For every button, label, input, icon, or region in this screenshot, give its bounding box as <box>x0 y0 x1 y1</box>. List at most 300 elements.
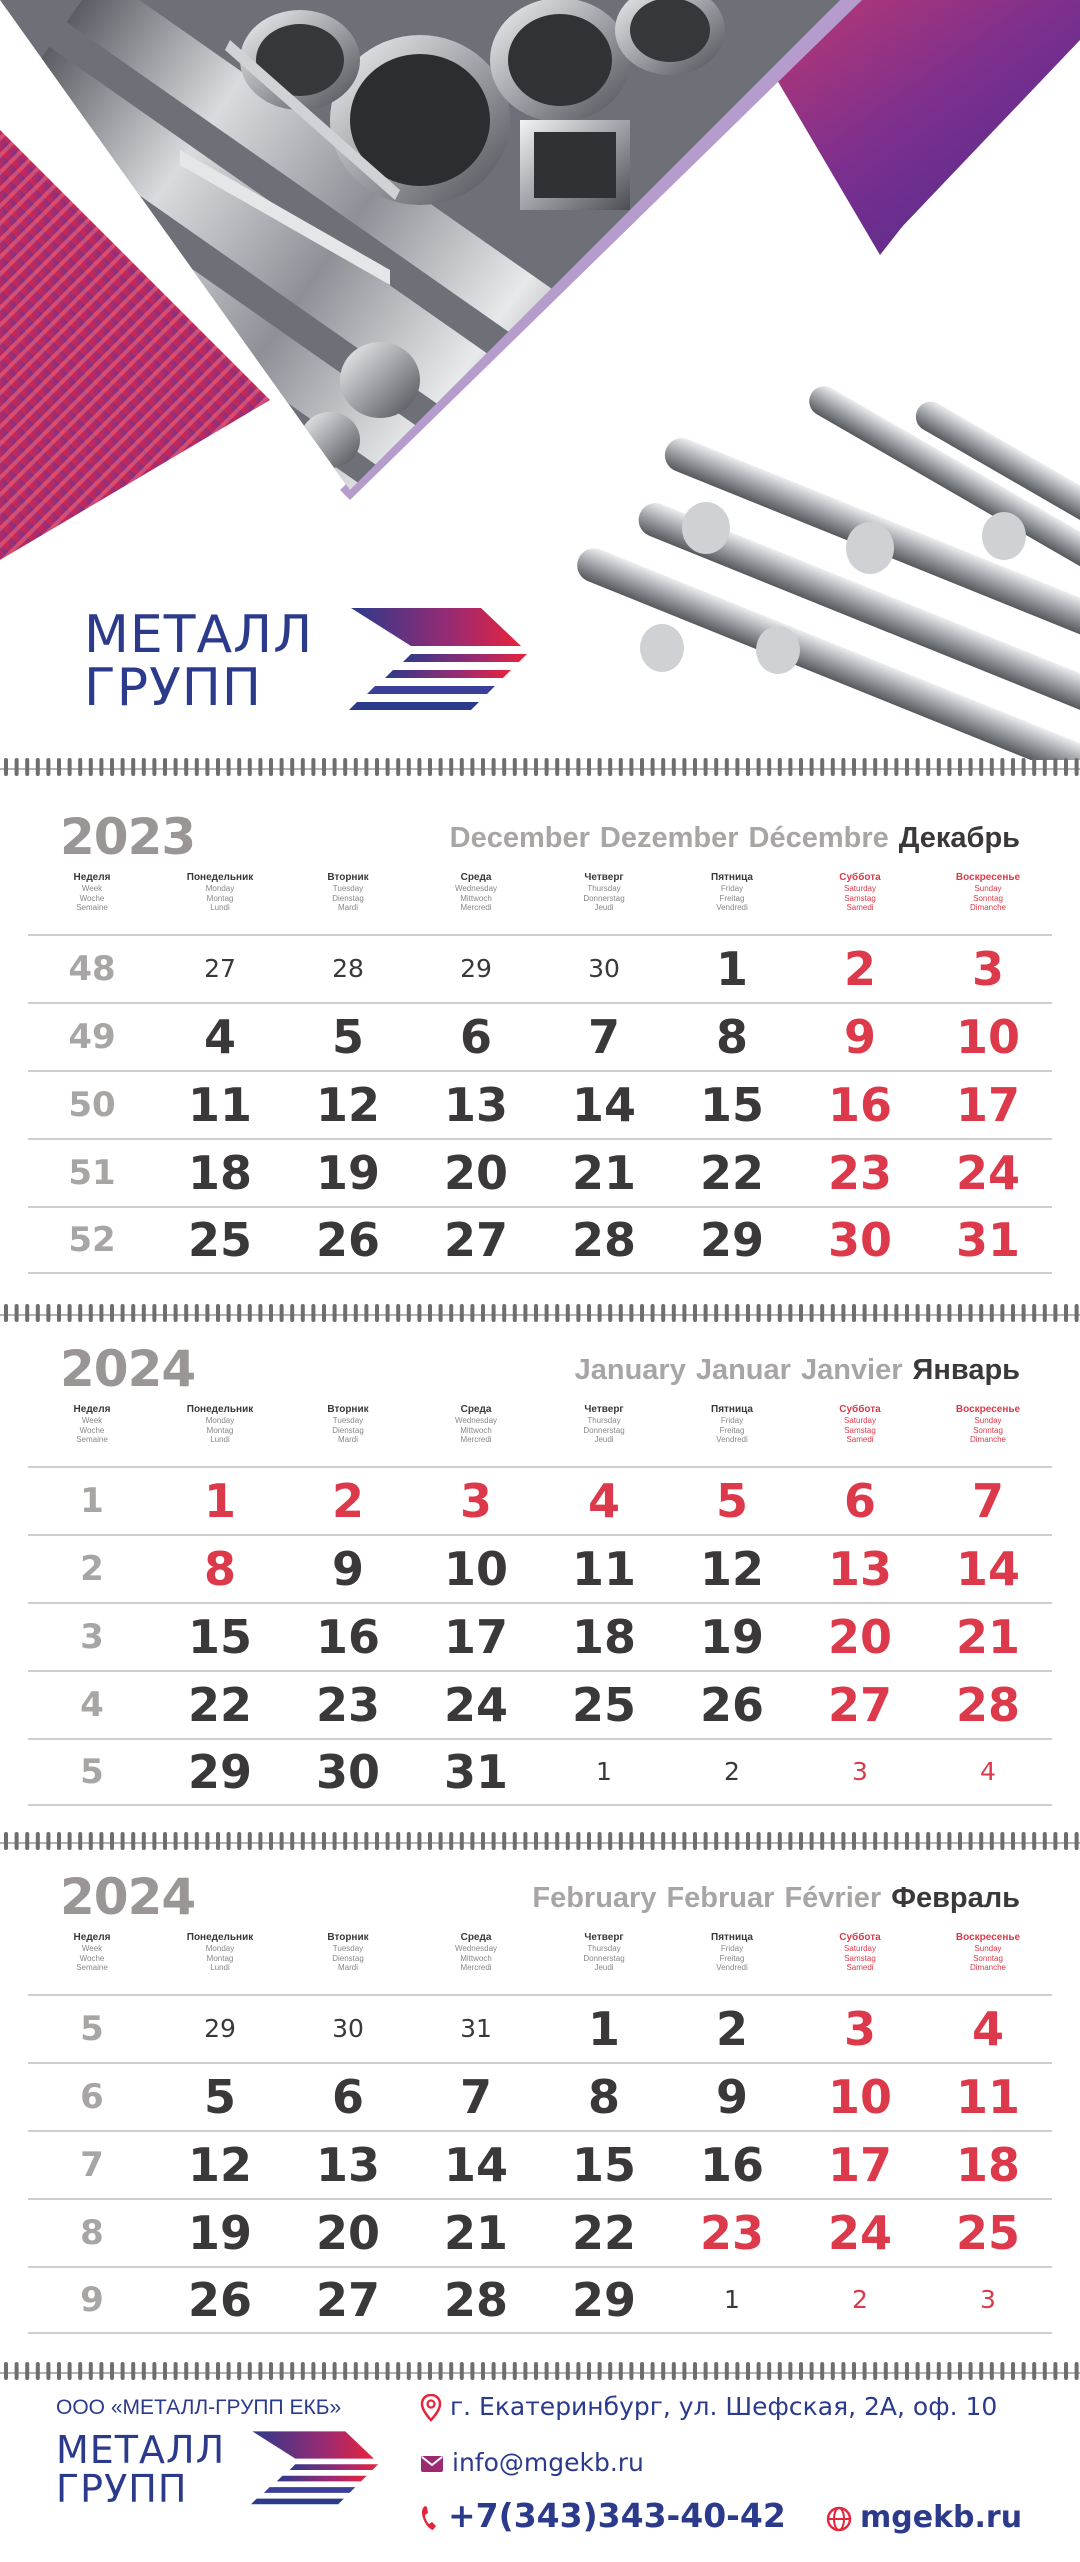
company-name: ООО «МЕТАЛЛ-ГРУПП ЕКБ» <box>56 2396 342 2419</box>
day-cell: 26 <box>187 2273 252 2327</box>
day-cell: 28 <box>332 954 364 983</box>
weekday-name-translation: Montag <box>206 893 234 903</box>
weekday-name-translation: Montag <box>206 1953 234 1963</box>
day-cell: 10 <box>443 1542 508 1596</box>
week-row <box>28 1138 1052 1206</box>
weekday-name-translation: Sunday <box>974 1416 1002 1425</box>
weekday-header <box>284 1404 412 1462</box>
week-row <box>28 1670 1052 1738</box>
weekday-name-translation: Saturday <box>843 884 877 893</box>
day-cell: 28 <box>571 1213 636 1267</box>
month-name-ru: Декабрь <box>898 822 1020 854</box>
week-number: 8 <box>80 2213 104 2253</box>
weekday-name-translation: Wednesday <box>454 1416 498 1425</box>
day-cell: 3 <box>843 2002 876 2056</box>
day-cell: 5 <box>715 1474 748 1528</box>
day-cell: 11 <box>955 2070 1020 2124</box>
day-cell: 13 <box>443 1078 508 1132</box>
logo-arrow-icon <box>321 608 531 716</box>
week-row <box>28 1206 1052 1274</box>
day-cell: 27 <box>204 954 236 983</box>
weekday-name-translation: Dienstag <box>332 1953 364 1963</box>
weekday-header <box>412 872 540 930</box>
weekday-header <box>668 872 796 930</box>
year-label: 2023 <box>60 808 196 866</box>
day-cell: 26 <box>315 1213 380 1267</box>
weekday-name-translation: Mardi <box>337 1435 358 1444</box>
weekday-name-translation: Mardi <box>337 903 358 912</box>
weekday-header <box>924 1932 1052 1990</box>
weekday-name-translation: Woche <box>79 893 105 903</box>
weekday-name-translation: Jeudi <box>594 1435 614 1444</box>
day-cell: 12 <box>187 2138 252 2192</box>
day-cell: 2 <box>331 1474 364 1528</box>
day-cell: 15 <box>571 2138 636 2192</box>
weekday-name-translation: Donnerstag <box>583 1953 625 1963</box>
weekday-name-ru: Воскресенье <box>955 872 1021 883</box>
day-cell: 29 <box>204 2014 236 2043</box>
weekday-header <box>284 1932 412 1990</box>
weekday-name-ru: Среда <box>460 1932 492 1943</box>
weekday-name-translation: Mardi <box>337 1963 358 1972</box>
month-names <box>575 1354 1020 1387</box>
week-row <box>28 1534 1052 1602</box>
weekday-name-ru: Воскресенье <box>955 1932 1021 1943</box>
day-cell: 12 <box>315 1078 380 1132</box>
day-cell: 10 <box>955 1010 1020 1064</box>
day-cell: 28 <box>955 1678 1020 1732</box>
day-cell: 30 <box>588 954 620 983</box>
logo-line-1: МЕТАЛЛ <box>84 604 314 665</box>
year-label: 2024 <box>60 1868 196 1926</box>
weekday-name-translation: Friday <box>720 884 744 893</box>
logo-line-2: ГРУПП <box>84 658 262 718</box>
weekday-name-translation: Wednesday <box>454 884 498 893</box>
week-row <box>28 934 1052 1002</box>
day-cell: 18 <box>187 1146 252 1200</box>
footer <box>0 2380 1080 2562</box>
weekday-header <box>924 872 1052 930</box>
month-name-ru: Январь <box>912 1354 1020 1386</box>
day-cell: 31 <box>443 1745 508 1799</box>
weekday-name-translation: Samedi <box>846 1963 874 1972</box>
calendar-grid <box>28 934 1052 1274</box>
weekday-name-translation: Thursday <box>587 884 621 893</box>
week-number: 50 <box>68 1085 116 1125</box>
weekday-name-translation: Monday <box>205 884 235 893</box>
week-row <box>28 1602 1052 1670</box>
weekday-name-translation: Donnerstag <box>583 893 625 903</box>
day-cell: 14 <box>443 2138 508 2192</box>
weekday-header <box>156 872 284 930</box>
weekday-name-translation: Donnerstag <box>583 1425 625 1435</box>
month-names <box>532 1882 1020 1915</box>
day-cell: 8 <box>715 1010 748 1064</box>
day-cell: 20 <box>443 1146 508 1200</box>
week-number: 9 <box>80 2280 104 2320</box>
day-cell: 9 <box>715 2070 748 2124</box>
weekday-name-translation: Samstag <box>844 1953 876 1963</box>
week-row <box>28 2062 1052 2130</box>
weekday-header <box>668 1404 796 1462</box>
day-cell: 25 <box>571 1678 636 1732</box>
day-cell: 3 <box>980 2285 996 2314</box>
month-name-foreign: Janvier <box>800 1354 903 1386</box>
month-name-foreign: Februar <box>666 1882 775 1914</box>
week-row <box>28 2266 1052 2334</box>
day-cell: 14 <box>955 1542 1020 1596</box>
day-cell: 29 <box>699 1213 764 1267</box>
weekday-name-translation: Samedi <box>846 903 874 912</box>
day-cell: 31 <box>955 1213 1020 1267</box>
day-cell: 28 <box>443 2273 508 2327</box>
weekday-header <box>28 872 156 930</box>
weekday-name-translation: Lundi <box>210 1963 230 1972</box>
day-cell: 27 <box>827 1678 892 1732</box>
weekday-name-translation: Vendredi <box>716 903 748 912</box>
week-number: 6 <box>80 2077 104 2117</box>
day-cell: 8 <box>587 2070 620 2124</box>
weekday-header <box>668 1932 796 1990</box>
day-cell: 16 <box>827 1078 892 1132</box>
weekday-name-ru: Среда <box>460 1404 492 1415</box>
weekday-name-translation: Friday <box>720 1944 744 1953</box>
weekday-name-ru: Пятница <box>711 872 753 883</box>
website[interactable] <box>826 2500 1022 2535</box>
weekday-name-translation: Week <box>81 1416 103 1425</box>
day-cell: 30 <box>315 1745 380 1799</box>
day-cell: 7 <box>587 1010 620 1064</box>
weekday-name-translation: Wednesday <box>454 1944 498 1953</box>
day-cell: 22 <box>187 1678 252 1732</box>
footer-logo <box>56 2430 381 2510</box>
weekday-name-translation: Week <box>81 1944 103 1953</box>
weekday-name-ru: Среда <box>460 872 492 883</box>
weekday-header <box>156 1932 284 1990</box>
day-cell: 1 <box>203 1474 236 1528</box>
day-cell: 30 <box>332 2014 364 2043</box>
weekday-name-translation: Sonntag <box>973 1953 1003 1963</box>
day-cell: 23 <box>827 1146 892 1200</box>
day-cell: 19 <box>187 2206 252 2260</box>
day-cell: 4 <box>980 1757 996 1786</box>
weekday-name-translation: Dienstag <box>332 893 364 903</box>
weekday-name-translation: Freitag <box>719 893 745 903</box>
weekday-name-translation: Woche <box>79 1953 105 1963</box>
weekday-name-translation: Saturday <box>843 1416 877 1425</box>
spiral-binding <box>0 2360 1080 2382</box>
weekday-name-translation: Tuesday <box>332 884 364 893</box>
weekday-header <box>796 1404 924 1462</box>
weekday-name-translation: Dimanche <box>969 1963 1006 1972</box>
weekday-name-ru: Пятница <box>711 1932 753 1943</box>
day-cell: 29 <box>460 954 492 983</box>
month-name-foreign: Januar <box>695 1354 791 1386</box>
week-number: 5 <box>80 1752 104 1792</box>
day-cell: 13 <box>827 1542 892 1596</box>
day-cell: 2 <box>715 2002 748 2056</box>
week-number: 1 <box>80 1481 104 1521</box>
weekday-name-translation: Lundi <box>210 903 230 912</box>
day-cell: 2 <box>843 942 876 996</box>
week-number: 5 <box>80 2009 104 2049</box>
day-cell: 23 <box>699 2206 764 2260</box>
weekday-name-translation: Mercredi <box>460 1963 492 1972</box>
weekday-name-translation: Dimanche <box>969 903 1006 912</box>
weekday-header <box>540 1404 668 1462</box>
weekday-name-translation: Freitag <box>719 1953 745 1963</box>
day-cell: 30 <box>827 1213 892 1267</box>
phone-icon <box>420 2504 440 2532</box>
day-cell: 7 <box>971 1474 1004 1528</box>
weekday-name-ru: Вторник <box>327 872 369 883</box>
weekday-name-ru: Четверг <box>584 1404 624 1415</box>
phone[interactable] <box>420 2496 786 2535</box>
month-names <box>450 822 1020 855</box>
weekday-name-translation: Samedi <box>846 1435 874 1444</box>
day-cell: 8 <box>203 1542 236 1596</box>
day-cell: 9 <box>843 1010 876 1064</box>
day-cell: 19 <box>315 1146 380 1200</box>
spiral-binding <box>0 756 1080 778</box>
day-cell: 17 <box>443 1610 508 1664</box>
day-cell: 15 <box>699 1078 764 1132</box>
weekday-name-translation: Mercredi <box>460 903 492 912</box>
day-cell: 13 <box>315 2138 380 2192</box>
weekday-header <box>540 1932 668 1990</box>
month-block <box>0 1868 1080 2338</box>
weekday-name-translation: Freitag <box>719 1425 745 1435</box>
day-cell: 1 <box>724 2285 740 2314</box>
day-cell: 29 <box>571 2273 636 2327</box>
header-logo <box>84 604 531 718</box>
day-cell: 18 <box>571 1610 636 1664</box>
weekday-name-translation: Samstag <box>844 893 876 903</box>
week-row <box>28 1466 1052 1534</box>
weekday-header <box>28 1404 156 1462</box>
weekday-name-translation: Semaine <box>76 1963 108 1972</box>
weekday-name-ru: Неделя <box>73 872 111 883</box>
weekday-name-translation: Sonntag <box>973 1425 1003 1435</box>
day-cell: 3 <box>971 942 1004 996</box>
weekday-header <box>924 1404 1052 1462</box>
month-name-ru: Февраль <box>891 1882 1020 1914</box>
week-number: 52 <box>68 1220 116 1260</box>
weekday-name-ru: Суббота <box>839 1932 881 1943</box>
weekday-header <box>796 872 924 930</box>
weekday-name-translation: Dienstag <box>332 1425 364 1435</box>
day-cell: 4 <box>587 1474 620 1528</box>
day-cell: 17 <box>955 1078 1020 1132</box>
weekday-name-translation: Mittwoch <box>460 1953 492 1963</box>
day-cell: 2 <box>724 1757 740 1786</box>
day-cell: 18 <box>955 2138 1020 2192</box>
weekday-name-translation: Tuesday <box>332 1944 364 1953</box>
day-cell: 26 <box>699 1678 764 1732</box>
week-number: 4 <box>80 1685 104 1725</box>
day-cell: 22 <box>571 2206 636 2260</box>
week-number: 7 <box>80 2145 104 2185</box>
weekday-name-ru: Неделя <box>73 1932 111 1943</box>
weekday-name-ru: Четверг <box>584 1932 624 1943</box>
weekday-name-translation: Woche <box>79 1425 105 1435</box>
weekday-header <box>156 1404 284 1462</box>
weekday-name-translation: Jeudi <box>594 903 614 912</box>
day-cell: 4 <box>971 2002 1004 2056</box>
week-number: 49 <box>68 1017 116 1057</box>
weekday-header-row <box>28 872 1052 930</box>
day-cell: 3 <box>459 1474 492 1528</box>
weekday-name-translation: Mercredi <box>460 1435 492 1444</box>
month-name-foreign: February <box>532 1882 657 1914</box>
spiral-binding <box>0 1302 1080 1324</box>
weekday-name-ru: Понедельник <box>186 1404 254 1415</box>
day-cell: 2 <box>852 2285 868 2314</box>
day-cell: 1 <box>715 942 748 996</box>
calendar-grid <box>28 1994 1052 2334</box>
location-pin-icon <box>420 2394 442 2422</box>
weekday-name-ru: Вторник <box>327 1404 369 1415</box>
month-name-foreign: January <box>574 1354 686 1386</box>
website-text[interactable]: mgekb.ru <box>860 2500 1023 2535</box>
day-cell: 3 <box>852 1757 868 1786</box>
weekday-name-translation: Tuesday <box>332 1416 364 1425</box>
day-cell: 17 <box>827 2138 892 2192</box>
day-cell: 25 <box>187 1213 252 1267</box>
weekday-header <box>28 1932 156 1990</box>
day-cell: 25 <box>955 2206 1020 2260</box>
day-cell: 23 <box>315 1678 380 1732</box>
day-cell: 11 <box>571 1542 636 1596</box>
weekday-name-translation: Dimanche <box>969 1435 1006 1444</box>
week-number: 51 <box>68 1153 116 1193</box>
weekday-name-translation: Sonntag <box>973 893 1003 903</box>
day-cell: 21 <box>571 1146 636 1200</box>
week-number: 48 <box>68 949 116 989</box>
email[interactable] <box>420 2448 644 2477</box>
day-cell: 15 <box>187 1610 252 1664</box>
day-cell: 20 <box>315 2206 380 2260</box>
day-cell: 6 <box>459 1010 492 1064</box>
weekday-name-ru: Воскресенье <box>955 1404 1021 1415</box>
day-cell: 1 <box>596 1757 612 1786</box>
logo-arrow-icon <box>231 2430 381 2510</box>
logo-line-1: МЕТАЛЛ <box>56 2428 226 2473</box>
day-cell: 19 <box>699 1610 764 1664</box>
calendar-grid <box>28 1466 1052 1806</box>
weekday-header <box>540 872 668 930</box>
weekday-name-ru: Пятница <box>711 1404 753 1415</box>
week-row <box>28 1070 1052 1138</box>
envelope-icon <box>420 2455 444 2473</box>
day-cell: 12 <box>699 1542 764 1596</box>
weekday-name-ru: Суббота <box>839 872 881 883</box>
day-cell: 22 <box>699 1146 764 1200</box>
weekday-name-translation: Mittwoch <box>460 893 492 903</box>
weekday-name-ru: Четверг <box>584 872 624 883</box>
month-name-foreign: December <box>449 822 590 854</box>
day-cell: 29 <box>187 1745 252 1799</box>
weekday-name-translation: Vendredi <box>716 1435 748 1444</box>
phone-text[interactable]: +7(343)343-40-42 <box>448 2496 786 2535</box>
weekday-header <box>796 1932 924 1990</box>
weekday-name-translation: Week <box>81 884 103 893</box>
weekday-header <box>284 872 412 930</box>
day-cell: 20 <box>827 1610 892 1664</box>
week-row <box>28 1994 1052 2062</box>
day-cell: 10 <box>827 2070 892 2124</box>
month-name-foreign: Décembre <box>748 822 889 854</box>
weekday-header-row <box>28 1404 1052 1462</box>
weekday-name-translation: Vendredi <box>716 1963 748 1972</box>
address-text: г. Екатеринбург, ул. Шефская, 2А, оф. 10 <box>450 2392 998 2421</box>
day-cell: 24 <box>827 2206 892 2260</box>
month-name-foreign: Dezember <box>599 822 739 854</box>
weekday-name-translation: Mittwoch <box>460 1425 492 1435</box>
weekday-name-translation: Sunday <box>974 1944 1002 1953</box>
day-cell: 16 <box>699 2138 764 2192</box>
day-cell: 14 <box>571 1078 636 1132</box>
weekday-name-ru: Суббота <box>839 1404 881 1415</box>
day-cell: 5 <box>203 2070 236 2124</box>
day-cell: 5 <box>331 1010 364 1064</box>
weekday-name-translation: Semaine <box>76 1435 108 1444</box>
weekday-name-ru: Понедельник <box>186 872 254 883</box>
week-number: 3 <box>80 1617 104 1657</box>
week-number: 2 <box>80 1549 104 1589</box>
weekday-name-translation: Saturday <box>843 1944 877 1953</box>
weekday-name-ru: Неделя <box>73 1404 111 1415</box>
weekday-name-translation: Thursday <box>587 1944 621 1953</box>
day-cell: 21 <box>443 2206 508 2260</box>
day-cell: 27 <box>443 1213 508 1267</box>
day-cell: 7 <box>459 2070 492 2124</box>
week-row <box>28 1738 1052 1806</box>
weekday-name-translation: Thursday <box>587 1416 621 1425</box>
day-cell: 16 <box>315 1610 380 1664</box>
year-label: 2024 <box>60 1340 196 1398</box>
day-cell: 24 <box>443 1678 508 1732</box>
address <box>420 2392 997 2422</box>
spiral-binding <box>0 1830 1080 1852</box>
month-block <box>0 808 1080 1278</box>
week-row <box>28 2198 1052 2266</box>
week-row <box>28 2130 1052 2198</box>
weekday-name-translation: Jeudi <box>594 1963 614 1972</box>
email-text[interactable]: info@mgekb.ru <box>452 2448 644 2477</box>
day-cell: 1 <box>587 2002 620 2056</box>
day-cell: 21 <box>955 1610 1020 1664</box>
month-block <box>0 1340 1080 1810</box>
weekday-name-translation: Monday <box>205 1944 235 1953</box>
day-cell: 24 <box>955 1146 1020 1200</box>
weekday-name-translation: Semaine <box>76 903 108 912</box>
weekday-name-ru: Вторник <box>327 1932 369 1943</box>
weekday-name-translation: Sunday <box>974 884 1002 893</box>
day-cell: 31 <box>460 2014 492 2043</box>
day-cell: 11 <box>187 1078 252 1132</box>
weekday-header <box>412 1932 540 1990</box>
day-cell: 27 <box>315 2273 380 2327</box>
weekday-name-translation: Monday <box>205 1416 235 1425</box>
logo-line-2: ГРУПП <box>56 2467 188 2511</box>
weekday-name-translation: Montag <box>206 1425 234 1435</box>
weekday-name-translation: Lundi <box>210 1435 230 1444</box>
weekday-name-ru: Понедельник <box>186 1932 254 1943</box>
weekday-name-translation: Friday <box>720 1416 744 1425</box>
day-cell: 6 <box>843 1474 876 1528</box>
day-cell: 6 <box>331 2070 364 2124</box>
